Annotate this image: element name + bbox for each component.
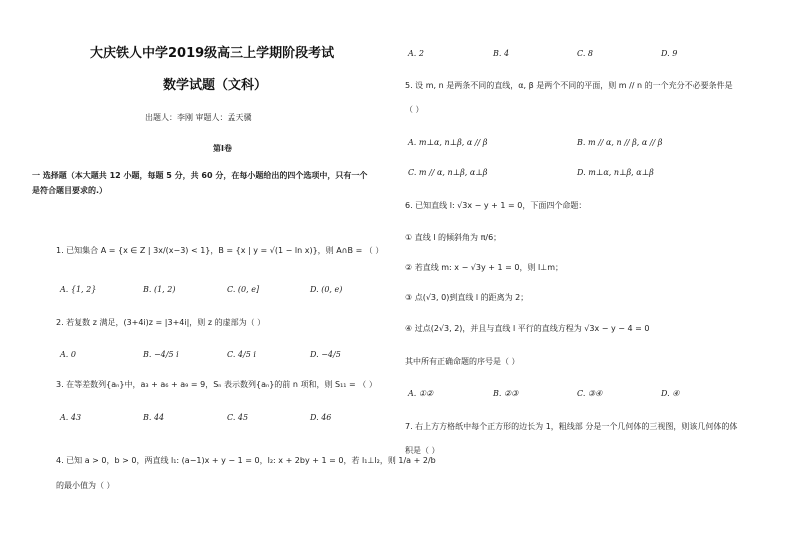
q5-option-a: A. m⊥α, n⊥β, α // β: [408, 138, 488, 147]
q1-option-a: A. {1, 2}: [60, 285, 97, 294]
question-3: 3. 在等差数列{aₙ}中，a₃ + a₆ + a₉ = 9，Sₙ 表示数列{aₙ}的前 n 项和，则 S₁₁ = （ ）: [56, 380, 377, 389]
q3-option-d: D. 46: [310, 413, 332, 422]
question-7: 7. 右上方方格纸中每个正方形的边长为 1，粗线部 分是一个几何体的三视图，则该几何体的体: [405, 422, 738, 431]
q2-option-a: A. 0: [60, 350, 76, 359]
question-7-line2: 积是（ ）: [405, 446, 440, 455]
exam-title: 大庆铁人中学2019级高三上学期阶段考试: [90, 46, 335, 61]
q6-proposition-1: ① 直线 l 的倾斜角为 π/6；: [405, 233, 502, 242]
volume-heading: 第Ⅰ卷: [213, 144, 232, 153]
q1-option-d: D. (0, e): [310, 285, 343, 294]
question-4-line2: 的最小值为（ ）: [56, 481, 115, 490]
q3-option-a: A. 43: [60, 413, 82, 422]
q1-option-c: C. (0, e]: [227, 285, 260, 294]
q5-option-b: B. m // α, n // β, α // β: [577, 138, 663, 147]
question-2: 2. 若复数 z 满足，(3+4i)z = |3+4i|，则 z 的虚部为（ ）: [56, 318, 266, 327]
q6-proposition-2: ② 若直线 m: x − √3y + 1 = 0，则 l⊥m；: [405, 263, 564, 272]
q4-option-b: B. 4: [493, 49, 510, 58]
q5-option-c: C. m // α, n⊥β, α⊥β: [408, 168, 488, 177]
section-instructions-line2: 是符合题目要求的.）: [32, 186, 108, 195]
q6-proposition-4: ④ 过点(2√3, 2)，并且与直线 l 平行的直线方程为 √3x − y − 4 = 0: [405, 324, 650, 333]
question-1: 1. 已知集合 A = {x ∈ Z | 3x/(x−3) < 1}，B = {x | y = √(1 − ln x)}，则 A∩B = （ ）: [56, 246, 384, 255]
section-instructions-line1: 一 选择题（本大题共 12 小题，每题 5 分，共 60 分，在每小题给出的四个选项中，只有一个: [32, 171, 368, 180]
q6-question-ask: 其中所有正确命题的序号是（ ）: [405, 357, 520, 366]
q6-option-d: D. ④: [661, 389, 680, 398]
subject-title: 数学试题（文科）: [163, 78, 268, 93]
q3-option-c: C. 45: [227, 413, 249, 422]
q3-option-b: B. 44: [143, 413, 165, 422]
question-4: 4. 已知 a > 0，b > 0，两直线 l₁: (a−1)x + y − 1 = 0，l₂: x + 2by + 1 = 0，若 l₁⊥l₂，则 1/a + 2/b: [56, 456, 436, 465]
q6-proposition-3: ③ 点(√3, 0)到直线 l 的距离为 2；: [405, 293, 529, 302]
q6-option-c: C. ③④: [577, 389, 603, 398]
question-6: 6. 已知直线 l: √3x − y + 1 = 0，下面四个命题：: [405, 201, 587, 210]
q2-option-b: B. −4/5 i: [143, 350, 179, 359]
q5-option-d: D. m⊥α, n⊥β, α⊥β: [577, 168, 654, 177]
q4-option-c: C. 8: [577, 49, 594, 58]
q4-option-a: A. 2: [408, 49, 424, 58]
q2-option-d: D. −4/5: [310, 350, 341, 359]
q6-option-b: B. ②③: [493, 389, 519, 398]
q1-option-b: B. (1, 2): [143, 285, 176, 294]
q4-option-d: D. 9: [661, 49, 678, 58]
authors-line: 出题人：李刚 审题人：孟天骥: [145, 113, 252, 122]
q6-option-a: A. ①②: [408, 389, 434, 398]
q2-option-c: C. 4/5 i: [227, 350, 256, 359]
question-5-line2: （ ）: [405, 105, 424, 114]
question-5: 5. 设 m, n 是两条不同的直线，α, β 是两个不同的平面，则 m // n 的一个充分不必要条件是: [405, 81, 733, 90]
